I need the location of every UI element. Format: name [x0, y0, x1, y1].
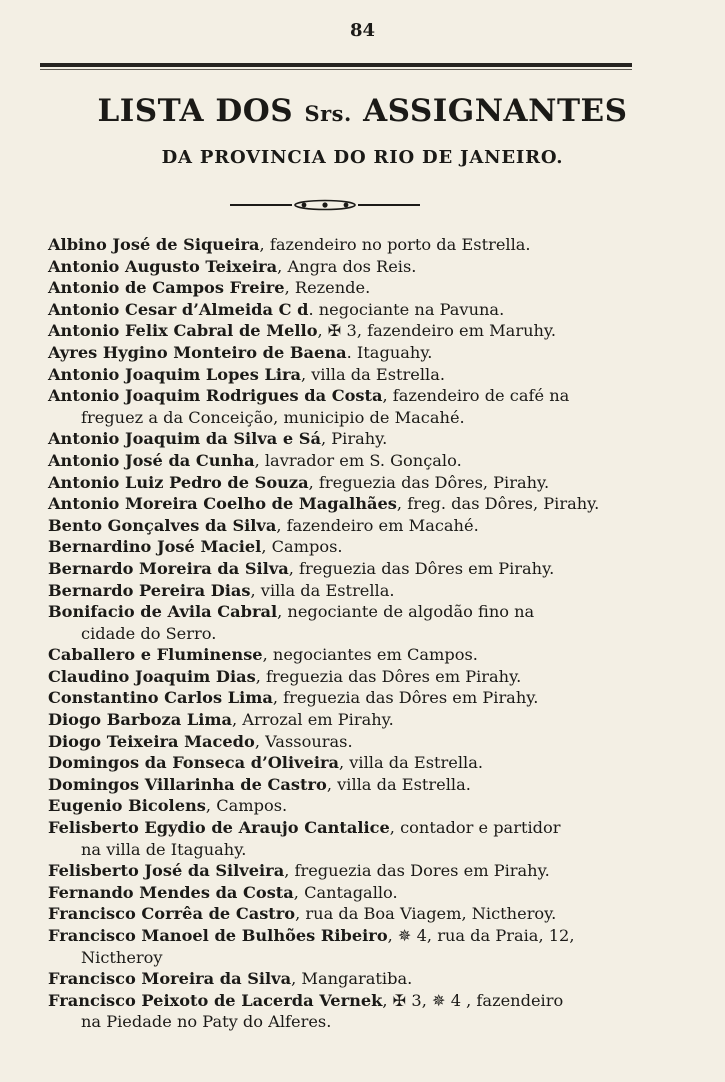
subscriber-details: . negociante na Pavuna. [308, 299, 505, 319]
list-item [48, 882, 648, 904]
list-item [48, 903, 648, 925]
list-item [48, 256, 648, 278]
subscriber-name: Constantino Carlos Lima [48, 688, 273, 708]
list-item [48, 601, 648, 644]
subscriber-name: Bernardo Pereira Dias [48, 580, 251, 600]
subscriber-details: , freguezia das Dôres em Pirahy. [272, 688, 539, 708]
subscriber-name: Antonio de Campos Freire [48, 278, 285, 298]
subscriber-name: Bonifacio de Avila Cabral [48, 602, 278, 622]
subscriber-name: Ayres Hygino Monteiro de Baena [48, 342, 347, 362]
subscriber-name: Antonio Joaquim Lopes Lira [48, 364, 301, 384]
ornament-dot-left [302, 203, 307, 208]
subscriber-name: Bernardino José Maciel [48, 537, 262, 557]
subscriber-name: Antonio Joaquim da Silva e Sá [48, 429, 321, 449]
subscriber-list [48, 234, 648, 1033]
subscriber-name: Diogo Barboza Lima [48, 710, 233, 730]
subscriber-name: Antonio Joaquim Rodrigues da Costa [48, 386, 383, 406]
subscriber-details: , negociante de algodão fino na [277, 602, 535, 622]
subscriber-name: Francisco Peixoto de Lacerda Vernek [48, 990, 383, 1010]
subscriber-details: , fazendeiro no porto da Estrella. [259, 235, 531, 254]
subscriber-details: , contador e partidor [389, 818, 561, 838]
list-item [48, 968, 648, 990]
list-item [48, 558, 648, 580]
list-item [48, 731, 648, 753]
subscriber-name: Claudino Joaquim Dias [48, 666, 256, 686]
subscriber-name: Antonio Cesar d’Almeida C d [48, 299, 309, 319]
list-item [48, 234, 648, 256]
ornament-left-bar [230, 204, 292, 206]
list-item [48, 644, 648, 666]
list-item [48, 990, 648, 1033]
subscriber-details: , ✠ 3, ✵ 4 , fazendeiro [382, 990, 564, 1010]
subscriber-name: Antonio Luiz Pedro de Souza [48, 472, 309, 492]
list-item [48, 860, 648, 882]
list-item [48, 817, 648, 860]
subscriber-name: Antonio José da Cunha [48, 450, 255, 470]
subscriber-details: , freguezia das Dôres em Pirahy. [255, 666, 522, 686]
subscriber-details: , Pirahy. [320, 429, 388, 449]
subscriber-details: , ✠ 3, fazendeiro em Maruhy. [317, 321, 557, 341]
subscriber-name: Antonio Moreira Coelho de Magalhães [48, 494, 397, 514]
subscriber-details: , freg. das Dôres, Pirahy. [396, 494, 600, 514]
subscriber-details: , Campos. [205, 796, 288, 816]
subscriber-name: Felisberto Egydio de Araujo Cantalice [48, 818, 390, 838]
list-item [48, 428, 648, 450]
subscriber-details: , villa da Estrella. [326, 774, 471, 794]
subscriber-name: Antonio Augusto Teixeira [48, 256, 278, 276]
subscriber-name: Fernando Mendes da Costa [48, 882, 294, 902]
list-item [48, 666, 648, 688]
subscriber-details: , villa da Estrella. [301, 364, 446, 384]
subscriber-name: Caballero e Fluminense [48, 645, 263, 665]
list-item [48, 687, 648, 709]
subscriber-name: Diogo Teixeira Macedo [48, 731, 255, 751]
title-part-1: LISTA DOS [97, 93, 305, 129]
list-item [48, 320, 648, 342]
subscriber-details: , Mangaratiba. [291, 969, 413, 989]
subscriber-name: Felisberto José da Silveira [48, 861, 285, 881]
subscriber-details: , rua da Boa Viagem, Nictheroy. [295, 904, 557, 924]
title-part-2: ASSIGNANTES [351, 93, 628, 129]
subscriber-details-continued: cidade do Serro. [81, 623, 217, 643]
subscriber-name: Domingos Villarinha de Castro [48, 774, 327, 794]
list-item [48, 752, 648, 774]
subscriber-details: , Arrozal em Pirahy. [232, 710, 394, 730]
list-item [48, 536, 648, 558]
list-item [48, 385, 648, 428]
subscriber-details: , villa da Estrella. [250, 580, 395, 600]
subscriber-details: , freguezia das Dores em Pirahy. [284, 861, 550, 881]
subscriber-details-continued: na Piedade no Paty do Alferes. [81, 1012, 332, 1032]
list-item [48, 493, 648, 515]
list-item [48, 795, 648, 817]
subscriber-details: , negociantes em Campos. [262, 645, 478, 665]
subscriber-details: . Itaguahy. [346, 342, 433, 362]
subscriber-details-continued: freguez a da Conceição, municipio de Macahé. [81, 407, 465, 427]
ornament-divider [230, 198, 420, 212]
subscriber-name: Francisco Moreira da Silva [48, 969, 292, 989]
subscriber-details: , fazendeiro em Macahé. [276, 515, 479, 535]
header-rule [40, 63, 632, 67]
list-item [48, 364, 648, 386]
subscriber-details: , ✵ 4, rua da Praia, 12, [387, 926, 575, 945]
subscriber-details: , Vassouras. [254, 731, 353, 751]
page-subtitle: DA PROVINCIA DO RIO DE JANEIRO. [161, 147, 564, 168]
subscriber-details-continued: Nictheroy [81, 947, 163, 967]
list-item [48, 515, 648, 537]
subscriber-details: , villa da Estrella. [338, 753, 484, 773]
title-abbrev: Srs. [304, 101, 352, 126]
list-item [48, 342, 648, 364]
subscriber-details: , freguezia das Dôres em Pirahy. [288, 558, 555, 578]
subscriber-name: Albino José de Siqueira [48, 235, 260, 254]
subscriber-details: , lavrador em S. Gonçalo. [254, 450, 462, 470]
list-item [48, 709, 648, 731]
list-item [48, 580, 648, 602]
ornament-dot-center [322, 202, 327, 207]
subscriber-details: , Angra dos Reis. [277, 256, 417, 276]
ornament-dot-right [344, 203, 349, 208]
subscriber-details-continued: na villa de Itaguahy. [81, 839, 247, 859]
subscriber-name: Francisco Corrêa de Castro [48, 904, 296, 924]
subscriber-name: Antonio Felix Cabral de Mello [48, 321, 318, 341]
subscriber-details: , fazendeiro de café na [382, 386, 570, 406]
subscriber-details: , Rezende. [284, 278, 371, 298]
ornament-right-bar [358, 204, 420, 206]
subscriber-name: Francisco Manoel de Bulhões Ribeiro [48, 926, 388, 945]
subscriber-details: , Cantagallo. [293, 882, 398, 902]
list-item [48, 277, 648, 299]
subscriber-name: Eugenio Bicolens [48, 796, 206, 816]
list-item [48, 472, 648, 494]
subscriber-details: , freguezia das Dôres, Pirahy. [308, 472, 550, 492]
subscriber-name: Bernardo Moreira da Silva [48, 558, 289, 578]
subscriber-details: , Campos. [261, 537, 343, 557]
subscriber-name: Domingos da Fonseca d’Oliveira [48, 753, 339, 773]
page-title [0, 93, 725, 129]
page-number: 84 [349, 20, 376, 41]
list-item [48, 925, 648, 968]
list-item [48, 774, 648, 796]
header-rule-thin [40, 69, 632, 70]
list-item [48, 299, 648, 321]
subscriber-name: Bento Gonçalves da Silva [48, 515, 277, 535]
list-item [48, 450, 648, 472]
